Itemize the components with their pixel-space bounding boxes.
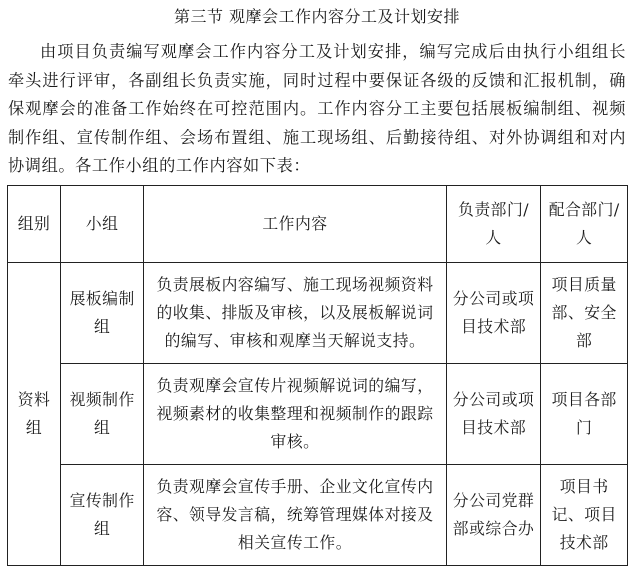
subgroup-cell: 展板编制组: [61, 263, 144, 364]
responsible-cell: 分公司党群部或综合办: [446, 465, 541, 566]
subgroup-cell: 宣传制作组: [61, 465, 144, 566]
group-cell: 资料组: [8, 263, 61, 566]
table-row: [8, 263, 628, 364]
header-content: 工作内容: [144, 186, 446, 263]
table-row: [8, 465, 628, 566]
header-group: 组别: [8, 186, 61, 263]
header-subgroup: 小组: [61, 186, 144, 263]
subgroup-cell: 视频制作组: [61, 364, 144, 465]
table-row: [8, 364, 628, 465]
responsible-cell: 分公司或项目技术部: [446, 263, 541, 364]
section-title: 第三节 观摩会工作内容分工及计划安排: [173, 7, 461, 26]
table-header-row: [8, 186, 628, 263]
header-cooperating: 配合部门/人: [541, 186, 628, 263]
header-responsible: 负责部门/人: [446, 186, 541, 263]
content-cell: 负责观摩会宣传片视频解说词的编写，视频素材的收集整理和视频制作的跟踪审核。: [144, 364, 446, 465]
content-cell: 负责观摩会宣传手册、企业文化宣传内容、领导发言稿，统筹管理媒体对接及相关宣传工作。: [144, 465, 446, 566]
cooperating-cell: 项目各部门: [541, 364, 628, 465]
work-division-table: [7, 185, 628, 566]
cooperating-cell: 项目书记、项目技术部: [541, 465, 628, 566]
content-cell: 负责展板内容编写、施工现场视频资料的收集、排版及审核，以及展板解说词的编写、审核和观摩当天解说支持。: [144, 263, 446, 364]
intro-paragraph: 由项目负责编写观摩会工作内容分工及计划安排，编写完成后由执行小组组长牵头进行评审，各副组长负责实施，同时过程中要保证各级的反馈和汇报机制，确保观摩会的准备工作始终在可控范围内。工作内容分工主要包括展板编制组、视频制作组、宣传制作组、会场布置组、施工现场组、后勤接待组、对外协调组和对内协调组。各工作小组的工作内容如下表：: [8, 42, 626, 175]
responsible-cell: 分公司或项目技术部: [446, 364, 541, 465]
cooperating-cell: 项目质量部、安全部: [541, 263, 628, 364]
